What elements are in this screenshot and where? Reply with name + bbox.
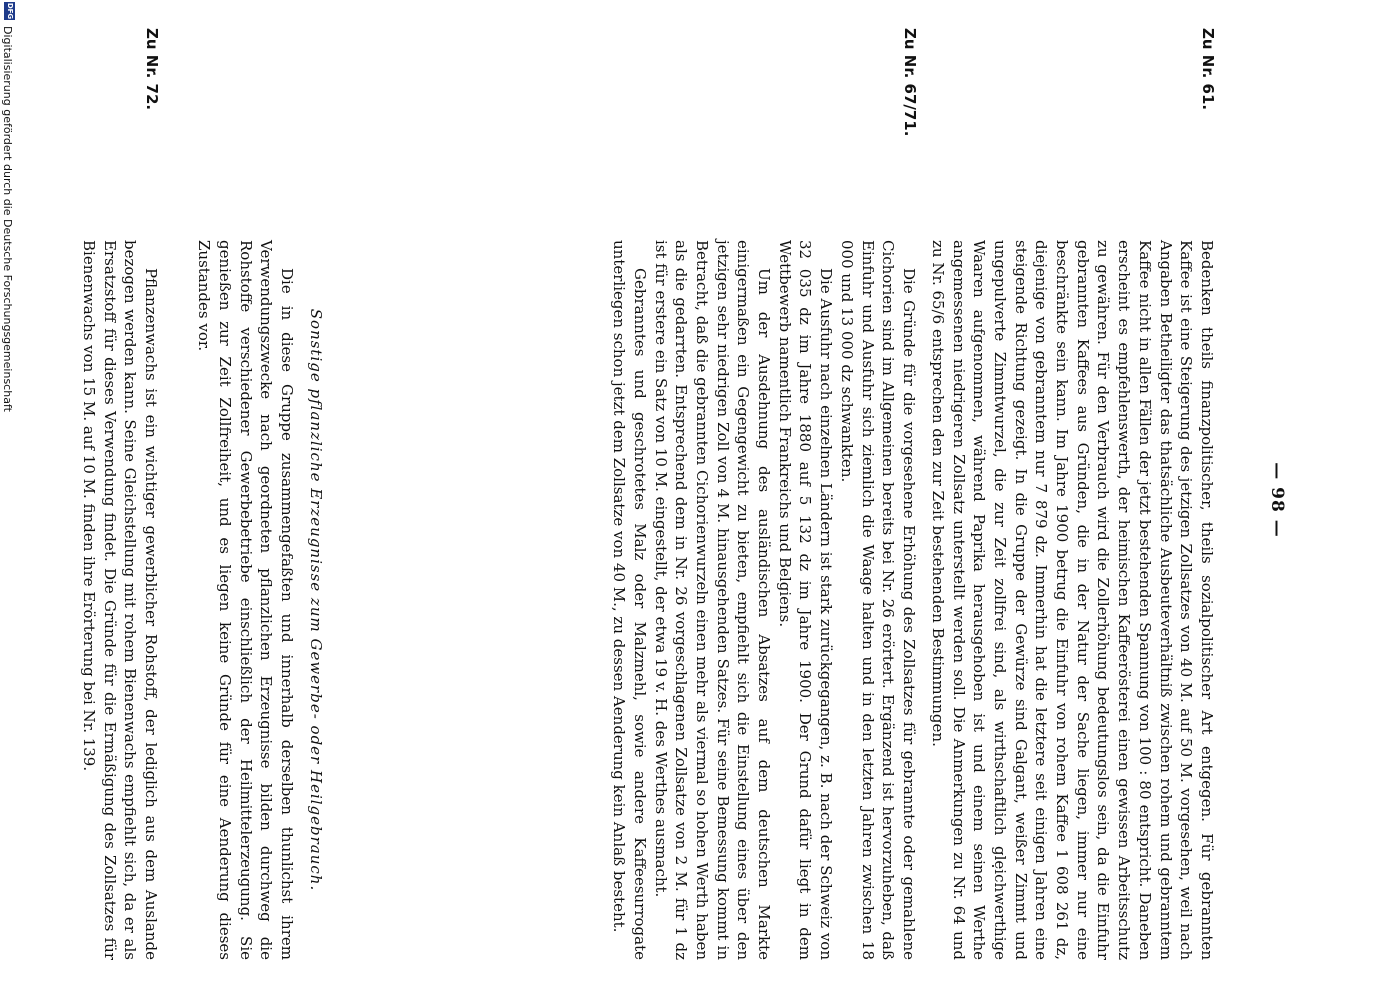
page-number: — 98 — bbox=[1267, 462, 1287, 538]
paragraph: Gebranntes und geschrotetes Malz oder Malzmehl, sowie andere Kaffeesurrogate unterliegen schon jetzt dem Zollsatze von 40 M., zu dessen Aenderung kein Anlaß besteht. bbox=[610, 240, 649, 960]
section-body-nr-67-71 bbox=[608, 240, 919, 960]
paragraph: Um der Ausdehnung des ausländischen Absatzes auf dem deutschen Markte einigermaßen ein Gegengewicht zu bieten, empfiehlt sich die Einstellung eines über den jetzigen sehr niedrigen Zoll von 4 M. hinausgehenden Satzes. Für seine Bemessung kommt in Betracht, daß die gebrannten Cichorienwurzeln einen mehr als viermal so hohen Werth haben als die gedarrten. Entsprechend dem in Nr. 26 vorgeschlagenen Zollsatze von 2 M. für 1 dz ist für erstere ein Satz von 10 M. eingestellt, der etwa 19 v. H. des Werthes ausmacht. bbox=[651, 240, 774, 960]
paragraph: Pflanzenwachs ist ein wichtiger gewerblicher Rohstoff, der lediglich aus dem Auslande bezogen werden kann. Seine Gleichstellung mit rohem Bienenwachs empfiehlt sich, da er als Ersatzstoff für dieses Verwendung findet. Die Gründe für die Ermäßigung des Zollsatzes für Bienenwachs von 15 M. auf 10 M. finden ihre Erörterung bei Nr. 139. bbox=[79, 240, 160, 960]
section-label-nr-72: Zu Nr. 72. bbox=[143, 28, 161, 111]
section-heading: Sonstige pflanzliche Erzeugnisse zum Gewerbe- oder Heilgebrauch. bbox=[307, 308, 325, 892]
dfg-logo: DFG bbox=[6, 2, 14, 20]
paragraph: Die Ausfuhr nach einzelnen Ländern ist stark zurückgegangen, z. B. nach der Schweiz von 32 035 dz im Jahre 1880 auf 5 132 dz im Jahre 1900. Der Grund dafür liegt in dem Wettbewerb namentlich Frankreichs und Belgiens. bbox=[775, 240, 836, 960]
section-body-nr-61 bbox=[927, 240, 1217, 960]
section-label-nr-67-71: Zu Nr. 67/71. bbox=[901, 28, 919, 137]
section-label-nr-61: Zu Nr. 61. bbox=[1199, 28, 1217, 111]
digitization-footer bbox=[1, 0, 14, 1002]
paragraph: Die Gründe für die vorgesehene Erhöhung des Zollsatzes für gebrannte oder gemahlene Cichorien sind im Allgemeinen bereits bei Nr. 26 erörtert. Ergänzend ist hervorzuheben, daß Einfuhr und Ausfuhr sich ziemlich die Waage halten und in den letzten Jahren zwischen 18 000 und 13 000 dz schwankten. bbox=[837, 240, 918, 960]
section-body-nr-72 bbox=[78, 240, 161, 960]
paragraph: Die in diese Gruppe zusammengefaßten und innerhalb derselben thunlichst ihrem Verwendungszwecke nach geordneten pflanzlichen Erzeugnisse bilden durchweg die Rohstoffe verschiedener Gewerbebetriebe einschließlich der Heilmittelerzeugung. Sie genießen zur Zeit Zollfreiheit, und es liegen keine Gründe für eine Aenderung dieses Zustandes vor. bbox=[195, 240, 296, 960]
paragraph: Bedenken theils finanzpolitischer, theils sozialpolitischer Art entgegen. Für gebrannten Kaffee ist eine Steigerung des jetzigen Zollsatzes von 40 M. auf 50 M. vorgesehen, weil nach Angaben Betheiligter das thatsächliche Ausbeuteverhältniß zwischen rohem und gebranntem Kaffee nicht in allen Fällen der jetzt bestehenden Spannung von 100 : 80 entspricht. Daneben erscheint es empfehlenswerth, der heimischen Kaffeerösterei einen gewissen Arbeitsschutz zu gewähren. Für den Verbrauch wird die Zollerhöhung bedeutungslos sein, da die Einfuhr gebrannten Kaffees aus Gründen, die in der Natur der Sache liegen, immer nur eine beschränkte sein kann. Im Jahre 1900 betrug die Einfuhr von rohem Kaffee 1 608 261 dz, diejenige von gebranntem nur 7 879 dz. Immerhin hat die letztere seit einigen Jahren eine steigende Richtung gezeigt. In die Gruppe der Gewürze sind Galgant, weißer Zimmt und ungepulverte Zimmtwurzel, die zur Zeit zollfrei sind, als wirthschaftlich gleichwerthige Waaren aufgenommen, während Paprika herausgehoben ist und einem seinen Werthe angemessenen niedrigeren Zollsatz unterstellt werden soll. Die Anmerkungen zu Nr. 64 und zu Nr. 65/6 entsprechen den zur Zeit bestehenden Bestimmungen. bbox=[928, 240, 1216, 960]
footer-text: Digitalisierung gefördert durch die Deutsche Forschungsgemeinschaft bbox=[1, 26, 14, 412]
section-body-group-intro bbox=[193, 240, 297, 960]
